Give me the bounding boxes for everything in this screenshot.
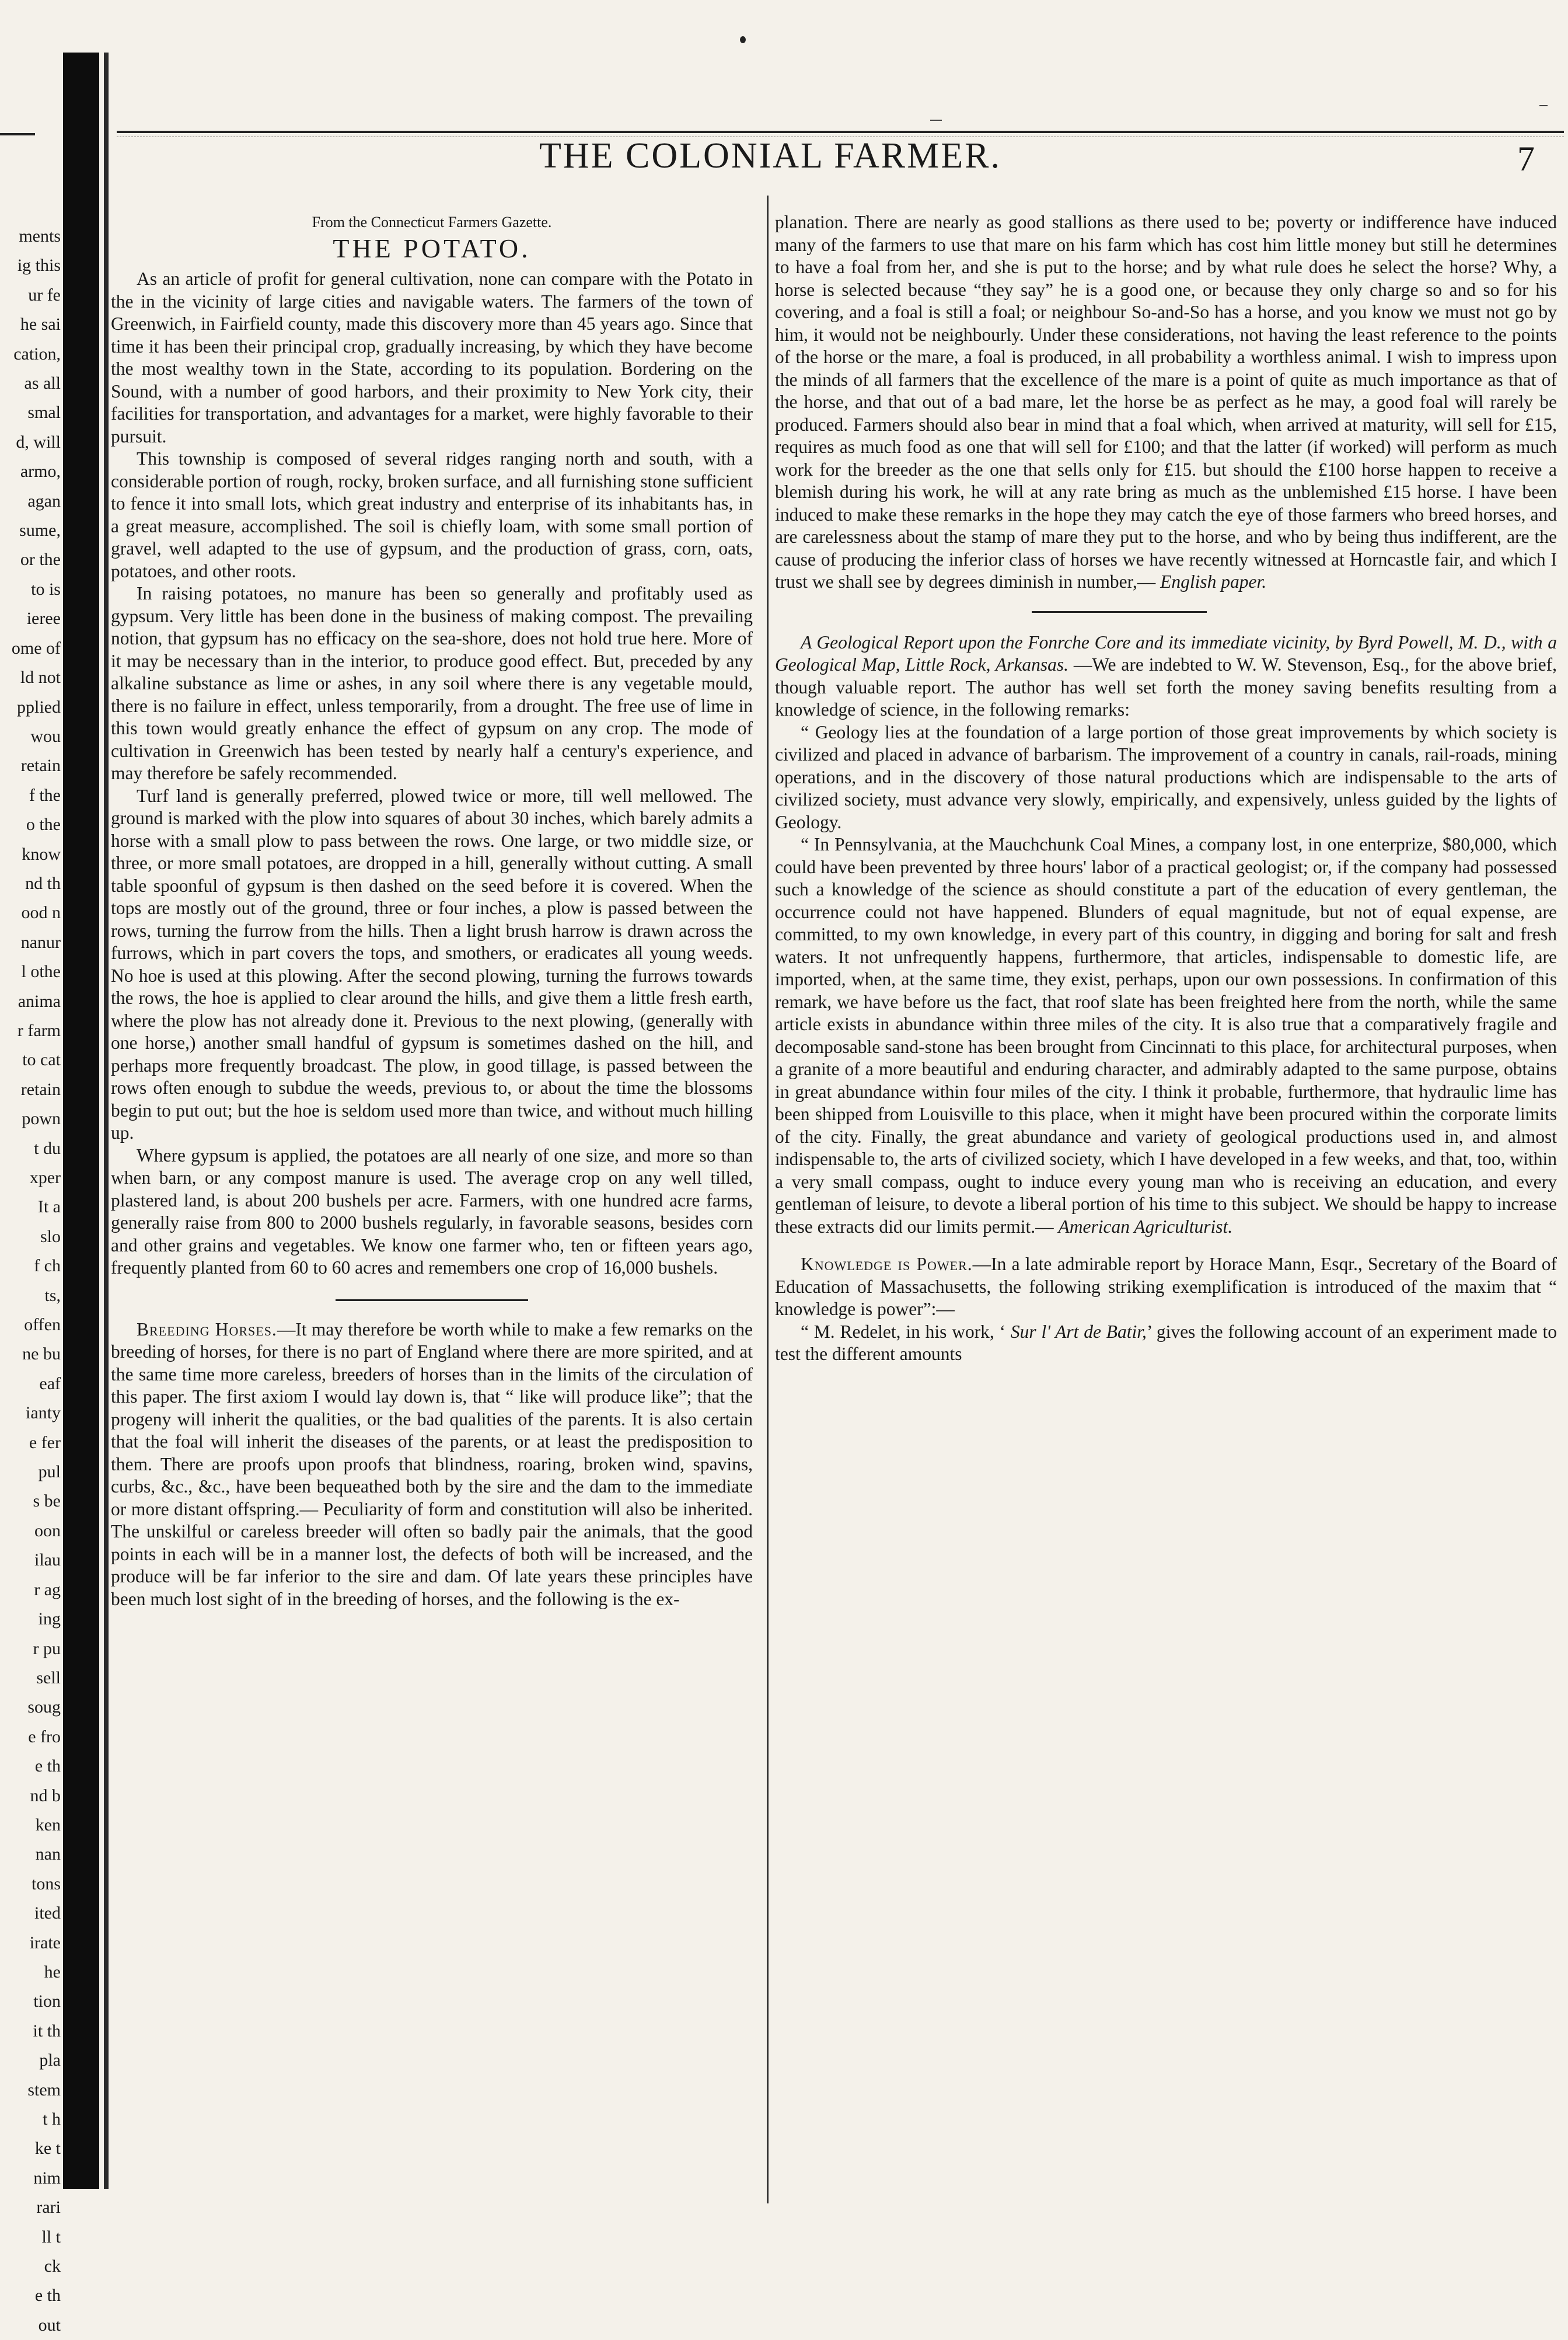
margin-fragment: cation, <box>13 344 61 364</box>
margin-fragment: tion <box>33 1992 61 2011</box>
margin-fragment: to is <box>31 579 61 599</box>
margin-fragment: nd th <box>25 873 61 893</box>
section-divider <box>1032 611 1207 613</box>
margin-fragment: ilau <box>34 1550 61 1570</box>
margin-fragment: as all <box>24 374 61 393</box>
section-lead: Knowledge is Power. <box>801 1254 973 1274</box>
margin-rule <box>0 133 35 135</box>
margin-fragment: irate <box>29 1933 61 1952</box>
book-title: Sur l' Art de Batir, <box>1010 1321 1147 1342</box>
article-title: THE POTATO. <box>333 233 531 263</box>
margin-fragment: It a <box>37 1197 61 1217</box>
margin-fragment: smal <box>27 403 61 423</box>
section-body: “ In Pennsylvania, at the Mauchchunk Coal Mines, a company lost, in one enterprize, $80,000, which could have been prevented by three hours' labor of a practical geologist; or, if the company had possessed such a knowledge of the science as should constitute a part of the education of every gentleman, the occurrence could not have happened. Blunders of equal magnitude, but not of equal expense, are committed, to my own knowledge, in every part of this country, in digging and boring for salt and fresh waters. It not unfrequently happens, furthermore, that articles, indispensable to domestic life, are imported, when, at the same time, they exist, perhaps, upon our own possessions. In confirmation of this remark, we have before us the fact, that roof slate has been freighted here from the north, while the same article exists in abundance within three miles of the city. It is also true that a comparatively fragile and decomposable sand-stone has been brought from Cincinnati to this place, for architectural purposes, when a granite of a more beautiful and enduring character, and admirably adapted to the same purpose, obtains in great abundance within four miles of the city. I think it probable, furthermore, that hydraulic lime has been shipped from Louisville to this place, when it might have been procured within the corporate limits of the city. Finally, the great abundance and variety of geological productions used in, and almost indispensable to, the arts of civilized society, which I have developed in a few weeks, and that, too, within a very small compass, ought to induce every young man who is receiving an education, and every gentleman of leisure, to devote a liberal portion of his time to this subject. We should be happy to increase these extracts did our limits permit.— <box>775 834 1557 1237</box>
margin-fragment: oon <box>34 1521 61 1540</box>
margin-fragment: to cat <box>22 1050 61 1070</box>
margin-fragment: nim <box>33 2168 61 2188</box>
margin-fragment: ing <box>38 1609 61 1629</box>
ink-speck <box>740 36 746 43</box>
margin-fragment: ne bu <box>22 1344 61 1364</box>
left-column <box>111 211 753 1610</box>
article-source: From the Connecticut Farmers Gazette. <box>312 214 552 231</box>
column-rule <box>767 196 769 2203</box>
margin-fragment: ome of <box>11 638 61 658</box>
margin-fragment: armo, <box>20 462 61 482</box>
article-paragraph <box>775 632 1557 721</box>
margin-fragment: soug <box>27 1697 61 1717</box>
article-paragraph: In raising potatoes, no manure has been so generally and profitably used as gypsum. Very little has been done in the business of making compost. The prevailing notion, that gypsum has no efficacy on the sea-shore, does not hold true here. More of it may be necessary than in the interior, to produce good effect. But, preceded by any alkaline substance as lime or ashes, in any soil where there is any vegetable mould, there is no failure in effect, unless temporarily, from a drought. The free use of lime in this town would greatly enhance the effect of gypsum on any crop. The mode of cultivation in Greenwich has been tested by nearly half a century's experience, and may therefore be safely recommended. <box>111 583 753 783</box>
ink-mark <box>1539 105 1548 106</box>
margin-fragment: f ch <box>34 1256 61 1276</box>
margin-fragment: out <box>38 2315 61 2335</box>
newspaper-title: THE COLONIAL FARMER. <box>539 136 1001 176</box>
margin-fragment: e th <box>34 1756 61 1776</box>
margin-fragment: ood n <box>21 903 61 923</box>
section-body: —In a late admirable report by Horace Mann, Esqr., Secretary of the Board of Education of Massachusetts, the following striking exemplification is introduced of the maxim that “ knowledge is power”:— <box>775 1254 1557 1319</box>
margin-fragment: r farm <box>17 1020 61 1040</box>
spacer <box>775 1238 1557 1253</box>
margin-fragment: e fro <box>28 1727 61 1746</box>
margin-fragment: pul <box>38 1462 61 1482</box>
margin-fragment: xper <box>29 1168 61 1187</box>
margin-fragment: slo <box>40 1226 61 1246</box>
article-paragraph: As an article of profit for general cultivation, none can compare with the Potato in the in the vicinity of large cities and navigable waters. The farmers of the town of Greenwich, in Fairfield county, made this discovery more than 45 years ago. Since that time it has been their principal crop, gradually increasing, by which they have become the most wealthy town in the State, according to its population. Bordering on the Sound, with a number of good harbors, and their proximity to New York city, their facilities for transportation, and advantages for a market, were highly favorable to their pursuit. <box>111 268 753 447</box>
margin-fragment: ig this <box>17 256 61 276</box>
margin-fragment: t du <box>34 1138 61 1158</box>
article-paragraph: “ Geology lies at the foundation of a large portion of those great improvements by which society is civilized and placed in advance of barbarism. The improvement of a country in canals, rail-roads, mining operations, and in the discovery of those natural productions which are indispensable to the arts of civilized society, must advance very slowly, empirically, and expensively, unless guided by the lights of Geology. <box>775 721 1557 832</box>
article-credit: American Agriculturist. <box>1058 1216 1233 1237</box>
article-paragraph: This township is composed of several ridges ranging north and south, with a considerable portion of rough, rocky, broken surface, and all furnishing stone sufficient to fence it into small lots, which great industry and enterprise of its inhabitants has, in a great measure, accomplished. The soil is chiefly loam, with some small portion of gravel, well adapted to the use of gypsum, and the production of grass, corn, oats, potatoes, and other roots. <box>111 448 753 581</box>
margin-fragment: it th <box>33 2021 61 2041</box>
margin-fragment: ianty <box>26 1403 61 1423</box>
margin-fragment: sell <box>36 1668 61 1687</box>
margin-fragment: sume, <box>19 521 61 540</box>
margin-fragment: agan <box>27 491 61 511</box>
article-paragraph <box>775 1253 1557 1321</box>
margin-fragment: anima <box>18 991 61 1011</box>
margin-fragment: ts, <box>44 1285 61 1305</box>
section-lead: Breeding Horses. <box>137 1319 277 1340</box>
article-paragraph <box>775 834 1557 1238</box>
margin-fragment: ken <box>35 1815 61 1835</box>
margin-fragment: retain <box>20 756 61 776</box>
margin-fragment: nan <box>35 1844 61 1864</box>
continued-text: planation. There are nearly as good stallions as there used to be; poverty or indifference have induced many of the farmers to use that mare on his farm which has cost him little money but still he determines to have a foal from her, and she is put to the horse; and by what rule does he select the horse? Why, a horse is selected because “they say” he is a good one, or because they only charge so and so for his covering, and a foal is still a foal; or neighbour So-and-So has a horse, and you know we must not go by him, it would not be neighbourly. Under these considerations, not having the least reference to the points of the horse or the mare, a foal is produced, in all probability a worthless animal. I wish to impress upon the minds of all farmers that the excellence of the mare is a point of quite as much importance as that of the horse, and that out of a bad mare, let the horse be as perfect as he may, a good foal will rarely be produced. Farmers should also bear in mind that a foal which, when arrived at maturity, will sell for £15, requires as much food as one that will sell for £100; and that the latter (if worked) will perform as much work for the breeder as the one that sells only for £15. but should the £100 horse happen to receive a blemish during his work, he will at any rate bring as much as the unblemished £15 horse. I have been induced to make these remarks in the hope they may catch the eye of those farmers who breed horses, and are carelessness about the stamp of mare they put to the horse, and who by being thus indifferent, are the cause of producing the inferior class of horses we have recently witnessed at Horncastle fair, and which I trust we shall see by degrees diminish in number,— <box>775 212 1557 592</box>
article-credit: English paper. <box>1160 571 1267 592</box>
header-rule <box>117 131 1564 133</box>
section-divider <box>336 1299 528 1301</box>
section-body: —We are indebted to W. W. Stevenson, Esq., for the above brief, though valuable report. The author has well set forth the money saving benefits resulting from a knowledge of science, in the following remarks: <box>775 654 1557 720</box>
ink-mark <box>930 120 942 121</box>
margin-fragment: he sai <box>20 315 61 334</box>
margin-fragment: f the <box>29 785 61 805</box>
margin-fragment: nanur <box>20 932 61 952</box>
adjacent-page-fragments <box>0 222 63 2335</box>
article-paragraph <box>111 1319 753 1611</box>
section-body: —It may therefore be worth while to make a few remarks on the breeding of horses, for there is no part of England where there are more spirited, and at the same time more careless, breeders of horses than in the limits of the circulation of this paper. The first axiom I would lay down is, that “ like will produce like”; that the progeny will inherit the qualities, or the bad qualities of the parents. It is also certain that the foal will inherit the diseases of the parents, or at least the predisposition to them. There are proofs upon proofs that blindness, roaring, broken wind, spavins, curbs, &c., &c., have been bequeathed both by the sire and the dam to the immediate or more distant offspring.— Peculiarity of form and constitution will also be inherited. The unskilful or careless breeder will often so badly pair the animals, that the good points in each will be in a manner lost, the defects of both will be increased, and the produce will be far inferior to the sire and dam. Of late years these principles have been much lost sight of in the breeding of horses, and the following is the ex- <box>111 1319 753 1609</box>
margin-fragment: tons <box>31 1874 61 1893</box>
margin-fragment: nd b <box>30 1785 61 1805</box>
margin-fragment: pown <box>22 1109 61 1129</box>
margin-fragment: know <box>22 844 61 864</box>
margin-fragment: o the <box>26 815 61 835</box>
margin-fragment: or the <box>20 550 61 570</box>
margin-fragment: s be <box>33 1491 61 1511</box>
margin-fragment: rari <box>36 2198 61 2217</box>
article-paragraph: Where gypsum is applied, the potatoes are all nearly of one size, and more so than when barn, or any compost manure is used. The average crop on any well tilled, plastered land, is about 200 bushels per acre. Farmers, with one hundred acre farms, generally raise from 800 to 2000 bushels regularly, in favorable seasons, besides corn and other grains and vegetables. We know one farmer who, ten or fifteen years ago, frequently planted from 60 to 60 acres and remembers one crop of 16,000 bushels. <box>111 1145 753 1278</box>
binding-shadow-edge <box>104 53 109 2189</box>
page-number: 7 <box>1517 140 1535 178</box>
margin-fragment: e fer <box>29 1432 61 1452</box>
margin-fragment: pplied <box>17 697 61 717</box>
margin-fragment: wou <box>30 726 61 746</box>
margin-fragment: r ag <box>34 1579 61 1599</box>
margin-fragment: d, will <box>16 432 61 452</box>
margin-fragment: ld not <box>20 668 61 688</box>
margin-fragment: ll t <box>41 2227 61 2247</box>
margin-fragment: ke t <box>34 2139 61 2158</box>
right-column <box>775 211 1557 1366</box>
margin-fragment: offen <box>24 1315 61 1335</box>
section-body: “ M. Redelet, in his work, ‘ <box>801 1321 1011 1342</box>
margin-fragment: e th <box>34 2286 61 2306</box>
margin-fragment: retain <box>20 1079 61 1099</box>
margin-fragment: ited <box>34 1903 61 1923</box>
margin-fragment: ments <box>19 226 61 246</box>
article-paragraph <box>775 1321 1557 1366</box>
article-paragraph: Turf land is generally preferred, plowed twice or more, till well mellowed. The ground is marked with the plow into squares of about 30 inches, which barely admits a horse with a small plow to pass between the rows. One large, or two middle size, or three, or more small potatoes, are dropped in a hill, generally without cutting. A small table spoonful of gypsum is then dashed on the seed before it is covered. When the tops are mostly out of the ground, three or four inches, a plow is passed between the rows, turning the furrow from the hills. Then a light brush harrow is drawn across the furrows, which in part covers the tops, and smothers, or eradicates all young weeds. No hoe is used at this plowing. After the second plowing, turning the furrows towards the rows, the hoe is applied to clear around the hills, and give them a little fresh earth, where the plow has not already done it. Previous to the next plowing, (generally with one horse,) another small handful of gypsum is sometimes dashed on the hill, and perhaps more frequently broadcast. The plow, in good tillage, is passed between the rows often enough to subdue the weeds, previous to, or about the time the blossoms begin to put out; but the hoe is seldom used more than twice, and without much hilling up. <box>111 785 753 1143</box>
margin-fragment: ieree <box>26 609 61 629</box>
margin-fragment: ur fe <box>28 285 61 305</box>
margin-fragment: t h <box>43 2109 61 2129</box>
margin-fragment: stem <box>27 2080 61 2100</box>
report-heading: A Geological Report upon the Fonrche Core and its immediate vicinity, by Byrd Powell, M. D., with a Geological Map, Little Rock, Arkansas. <box>775 632 1557 675</box>
margin-fragment: ck <box>44 2257 61 2276</box>
margin-fragment: r pu <box>33 1638 61 1658</box>
article-paragraph <box>775 211 1557 594</box>
margin-fragment: pla <box>39 2050 61 2070</box>
binding-shadow <box>63 53 99 2189</box>
section-body: ’ gives the following account of an experiment made to test the different amounts <box>775 1321 1557 1364</box>
margin-fragment: eaf <box>39 1373 61 1393</box>
margin-fragment: he <box>44 1962 61 1982</box>
margin-fragment: l othe <box>21 962 61 982</box>
